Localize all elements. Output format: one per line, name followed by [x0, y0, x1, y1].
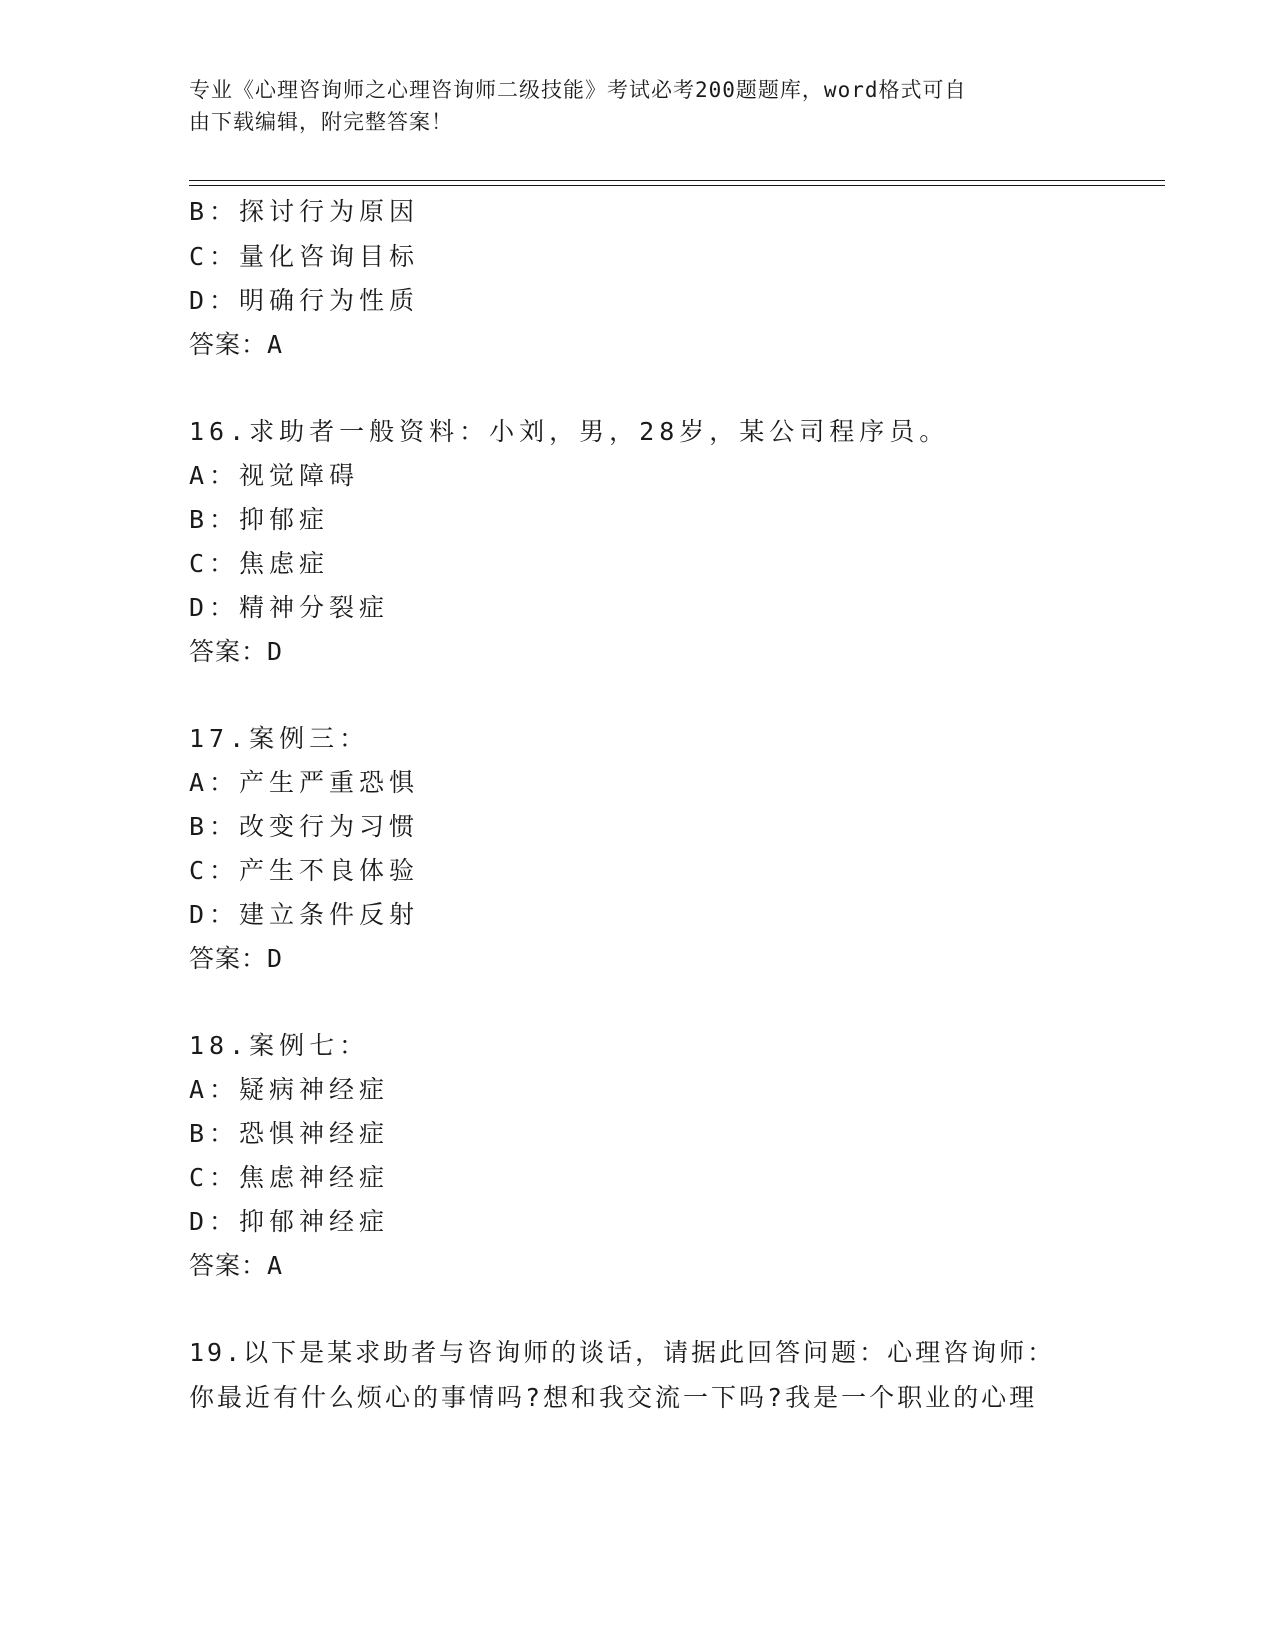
option-b: B：抑郁症 [189, 505, 330, 534]
answer: 答案：D [189, 637, 284, 666]
document-header [189, 74, 1079, 138]
option-b: B：改变行为习惯 [189, 812, 420, 841]
header-divider-top [189, 180, 1165, 181]
option-b: B：探讨行为原因 [189, 197, 420, 226]
question-stem: 16.求助者一般资料：小刘，男，28岁，某公司程序员。 [189, 417, 950, 446]
header-line-1: 专业《心理咨询师之心理咨询师二级技能》考试必考200题题库，word格式可自 [189, 78, 967, 102]
option-c: C：产生不良体验 [189, 856, 420, 885]
answer: 答案：A [189, 1251, 284, 1280]
header-divider-bottom [189, 185, 1165, 186]
option-d: D：抑郁神经症 [189, 1207, 390, 1236]
option-a: A：疑病神经症 [189, 1075, 390, 1104]
option-d: D：建立条件反射 [189, 900, 420, 929]
question-stem: 19.以下是某求助者与咨询师的谈话，请据此回答问题：心理咨询师： [189, 1338, 1056, 1367]
question-stem: 17.案例三： [189, 724, 370, 753]
option-a: A：产生严重恐惧 [189, 768, 420, 797]
header-line-2: 由下载编辑，附完整答案！ [189, 110, 453, 134]
option-a: A：视觉障碍 [189, 461, 360, 490]
option-c: C：焦虑神经症 [189, 1163, 390, 1192]
answer: 答案：A [189, 330, 284, 359]
question-stem-continued: 你最近有什么烦心的事情吗?想和我交流一下吗?我是一个职业的心理 [189, 1383, 1038, 1412]
option-c: C：量化咨询目标 [189, 242, 420, 271]
answer: 答案：D [189, 944, 284, 973]
option-d: D：明确行为性质 [189, 286, 420, 315]
option-b: B：恐惧神经症 [189, 1119, 390, 1148]
option-d: D：精神分裂症 [189, 593, 390, 622]
option-c: C：焦虑症 [189, 549, 330, 578]
question-stem: 18.案例七： [189, 1031, 370, 1060]
